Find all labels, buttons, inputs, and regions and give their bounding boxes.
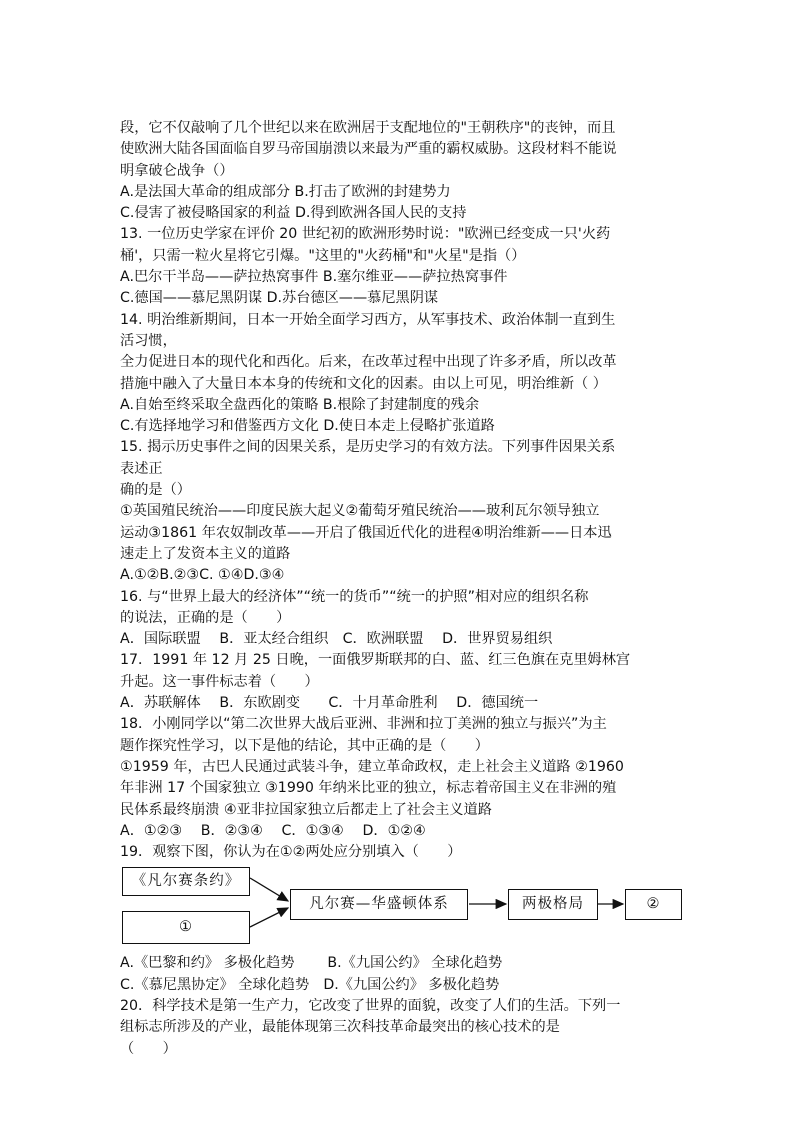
answer-option-line: A.是法国大革命的组成部分 B.打击了欧洲的封建势力 bbox=[120, 183, 451, 200]
text-line: （ ） bbox=[120, 1040, 177, 1057]
text-line: 措施中融入了大量日本本身的传统和文化的因素。由以上可见，明治维新（ ） bbox=[120, 375, 607, 392]
text-line: 民体系最终崩溃 ④亚非拉国家独立后都走上了社会主义道路 bbox=[120, 801, 492, 818]
text-line: 确的是（） bbox=[120, 482, 191, 499]
answer-option-line: C.德国——慕尼黑阴谋 D.苏台德区——慕尼黑阴谋 bbox=[120, 290, 439, 307]
text-line: 段，它不仅敲响了几个世纪以来在欧洲居于支配地位的"王朝秩序"的丧钟，而且 bbox=[120, 120, 616, 136]
text-line: 使欧洲大陆各国面临自罗马帝国崩溃以来最为严重的霸权威胁。这段材料不能说 bbox=[120, 141, 617, 158]
text-line: 升起。这一事件标志着（ ） bbox=[120, 673, 319, 690]
answer-option-line: C.《慕尼黑协定》 全球化趋势 D.《九国公约》 多极化趋势 bbox=[120, 976, 500, 993]
arrow-treaty-to-system bbox=[250, 878, 288, 901]
text-line: 题作探究性学习，以下是他的结论，其中正确的是（ ） bbox=[120, 737, 489, 754]
text-line: 的说法，正确的是（ ） bbox=[120, 609, 291, 626]
answer-option-line: A.自始至终采取全盘西化的策略 B.根除了封建制度的残余 bbox=[120, 396, 480, 413]
answer-option-line: A.《巴黎和约》 多极化趋势 B.《九国公约》 全球化趋势 bbox=[120, 955, 503, 972]
exam-page bbox=[120, 118, 685, 1060]
question-15: 15. 揭示历史事件之间的因果关系，是历史学习的有效方法。下列事件因果关系 bbox=[120, 439, 616, 456]
question-17: 17．1991 年 12 月 25 日晚，一面俄罗斯联邦的白、蓝、红三色旗在克里姆林宫 bbox=[120, 652, 631, 669]
box-bipolar-pattern: 两极格局 bbox=[508, 889, 598, 920]
question-18: 18．小刚同学以“第二次世界大战后亚洲、非洲和拉丁美洲的独立与振兴”为主 bbox=[120, 716, 607, 733]
answer-option-line: A．①②③ B．②③④ C．①③④ D．①②④ bbox=[120, 822, 426, 839]
text-line: 桶'，只需一粒火星将它引爆。"这里的"火药桶"和"火星"是指（） bbox=[120, 247, 526, 264]
answer-option-line: C.侵害了被侵略国家的利益 D.得到欧洲各国人民的支持 bbox=[120, 205, 467, 222]
text-line: 运动③1861 年农奴制改革——开启了俄国近代化的进程④明治维新——日本迅 bbox=[120, 524, 612, 541]
question-text-block-after bbox=[120, 953, 685, 1059]
answer-option-line: A．苏联解体 B．东欧剧变 C．十月革命胜利 D．德国统一 bbox=[120, 695, 539, 712]
text-line: 年非洲 17 个国家独立 ③1990 年纳米比亚的独立，标志着帝国主义在非洲的殖 bbox=[120, 780, 617, 797]
answer-option-line: C.有选择地学习和借鉴西方文化 D.使日本走上侵略扩张道路 bbox=[120, 418, 495, 435]
box-versailles-washington-system: 凡尔赛—华盛顿体系 bbox=[290, 889, 468, 920]
question-19: 19．观察下图，你认为在①②两处应分别填入（ ） bbox=[120, 844, 462, 861]
text-line: 全力促进日本的现代化和西化。后来，在改革过程中出现了许多矛盾，所以改革 bbox=[120, 354, 617, 371]
question-14: 14. 明治维新期间，日本一开始全面学习西方，从军事技术、政治体制一直到生 bbox=[120, 311, 616, 328]
box-versailles-treaty: 《凡尔赛条约》 bbox=[122, 867, 250, 896]
question-16: 16. 与“世界上最大的经济体”“统一的货币”“统一的护照”相对应的组织名称 bbox=[120, 588, 589, 605]
history-flow-diagram bbox=[120, 866, 685, 948]
arrow-blank1-to-system bbox=[250, 908, 288, 927]
box-blank-2: ② bbox=[625, 889, 682, 920]
text-line: ①1959 年，古巴人民通过武装斗争，建立革命政权，走上社会主义道路 ②1960 bbox=[120, 758, 624, 775]
answer-option-line: A．国际联盟 B．亚太经合组织 C．欧洲联盟 D．世界贸易组织 bbox=[120, 631, 553, 648]
text-line: 表述正 bbox=[120, 460, 163, 477]
text-line: 速走上了发资本主义的道路 bbox=[120, 545, 291, 562]
text-line: 活习惯， bbox=[120, 332, 177, 349]
question-13: 13. 一位历史学家在评价 20 世纪初的欧洲形势时说："欧洲已经变成一只'火药 bbox=[120, 226, 611, 243]
text-line: ①英国殖民统治——印度民族大起义②葡萄牙殖民统治——玻利瓦尔领导独立 bbox=[120, 503, 600, 520]
question-text-block bbox=[120, 118, 685, 863]
question-20: 20．科学技术是第一生产力，它改变了世界的面貌，改变了人们的生活。下列一 bbox=[120, 997, 621, 1014]
answer-option-line: A.①②B.②③C. ①④D.③④ bbox=[120, 567, 285, 584]
box-blank-1: ① bbox=[122, 911, 250, 944]
text-line: 组标志所涉及的产业，最能体现第三次科技革命最突出的核心技术的是 bbox=[120, 1019, 560, 1036]
text-line: 明拿破仑战争（） bbox=[120, 162, 234, 179]
answer-option-line: A.巴尔干半岛——萨拉热窝事件 B.塞尔维亚——萨拉热窝事件 bbox=[120, 269, 508, 286]
